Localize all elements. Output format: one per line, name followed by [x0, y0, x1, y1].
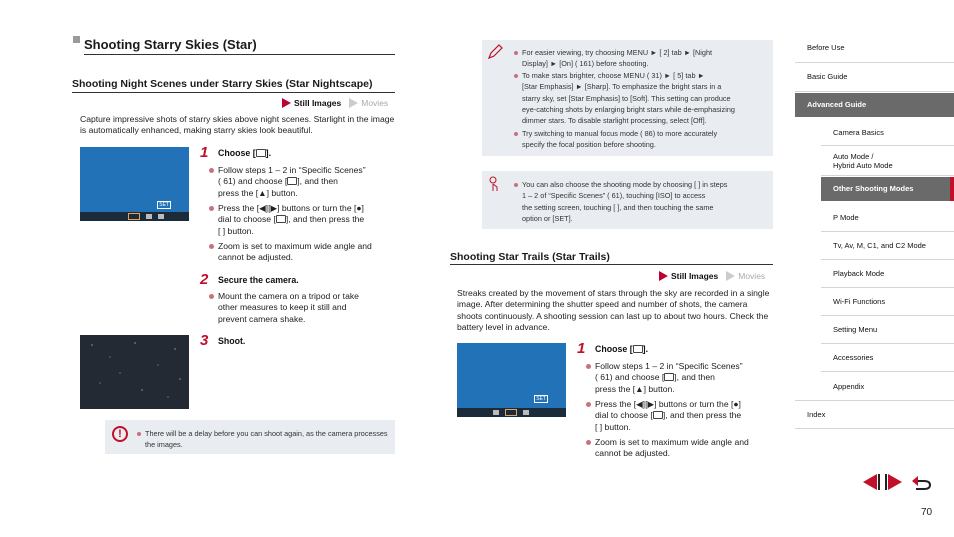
step-bullet: Press the [◀][▶] buttons or turn the [●] dial to choose [ ], and then press the [ ] button.	[595, 399, 775, 433]
camera-screen-star-trails	[457, 343, 566, 417]
pencil-icon	[487, 44, 503, 60]
tip-item: To make stars brighter, choose MENU ( 31) ► [ 5] tab ► [Star Emphasis] ► [Sharp]. To emphasize the bright stars in a starry sky, set [Star Emphasis] to [Soft]. This setting can produce eye-catching shots by enlarging bright stars while de-emphasizing dimmer stars. To disable starlight processing, select [Off].	[522, 70, 768, 126]
star-mode-icon	[287, 177, 297, 185]
touch-icon	[487, 175, 505, 193]
section1-intro: Capture impressive shots of starry skies above night scenes. Starlight in the image is automatically enhanced, making starry skies look beautiful.	[80, 114, 395, 136]
step-bullet: Zoom is set to maximum wide angle and cannot be adjusted.	[218, 241, 398, 264]
sidebar-sub-setting-menu[interactable]: Setting Menu	[833, 325, 878, 334]
sidebar-sub-p-mode[interactable]: P Mode	[833, 213, 859, 222]
sidebar-sub-wifi-functions[interactable]: Wi-Fi Functions	[833, 297, 886, 306]
sidebar-sub-auto-mode[interactable]: Auto Mode / Hybrid Auto Mode	[833, 152, 893, 170]
still-images-icon	[282, 98, 291, 108]
step-number: 3	[200, 332, 209, 349]
caution-icon: !	[112, 426, 128, 442]
sidebar-item-before-use[interactable]: Before Use	[807, 43, 845, 52]
star-mode-icon	[664, 373, 674, 381]
step-bullet: Press the [◀][▶] buttons or turn the [●] dial to choose [ ], and then press the [ ] button.	[218, 203, 398, 237]
sidebar-item-advanced-guide[interactable]: Advanced Guide	[807, 100, 867, 109]
set-label: SET	[159, 202, 169, 208]
section2-rule	[450, 264, 773, 265]
stars-image	[80, 335, 189, 409]
section1-mode-indicator: Still Images Movies	[282, 98, 388, 108]
tip-item: Try switching to manual focus mode ( 86) to more accurately specify the focal position before shooting.	[522, 128, 768, 151]
step-number: 1	[577, 340, 586, 357]
tip-item: For easier viewing, try choosing MENU ► [ 2] tab ► [Night Display] ► [On] ( 161) before shooting.	[522, 47, 768, 70]
caution-box	[105, 420, 395, 454]
tip-item: You can also choose the shooting mode by choosing [ ] in steps 1 – 2 of “Specific Scenes” ( 61), touching [ISO] to access the setting screen, touching [ ], and then touching the same option or [SET].	[522, 179, 768, 224]
mode-icon	[158, 214, 164, 219]
mode-icon	[146, 214, 152, 219]
sidebar-sub-accessories[interactable]: Accessories	[833, 353, 874, 362]
night-sky-photo	[80, 335, 189, 409]
section2-intro: Streaks created by the movement of stars through the sky are recorded in a single image. After determining the shutter speed and number of shots, the camera shoots continuously. A shooting session can last up to about two hours. Check the battery level in advance.	[457, 288, 770, 332]
step-bullet: Follow steps 1 – 2 in “Specific Scenes” ( 61) and choose [ ], and then press the [▲] button.	[218, 165, 398, 199]
section2-heading: Shooting Star Trails (Star Trails)	[450, 251, 610, 263]
step-title: Choose [ ].	[218, 148, 272, 158]
sidebar-sub-camera-basics[interactable]: Camera Basics	[833, 128, 884, 137]
star-nightscape-icon	[276, 215, 286, 223]
step-number: 1	[200, 144, 209, 161]
selected-mode-icon	[505, 409, 517, 416]
sidebar-sub-other-shooting-modes[interactable]: Other Shooting Modes	[833, 184, 914, 193]
camera-screen-star-nightscape	[80, 147, 189, 221]
mode-icon	[493, 410, 499, 415]
mode-icon	[523, 410, 529, 415]
set-label: SET	[536, 396, 546, 402]
still-images-icon	[659, 271, 668, 281]
movies-icon	[349, 98, 358, 108]
page-title: Shooting Starry Skies (Star)	[84, 37, 257, 52]
title-marker	[73, 36, 80, 43]
title-rule	[84, 54, 395, 55]
sidebar-item-index[interactable]: Index	[807, 410, 826, 419]
section1-heading: Shooting Night Scenes under Starry Skies (Star Nightscape)	[72, 78, 373, 90]
selected-mode-icon	[128, 213, 140, 220]
caution-text: There will be a delay before you can shoot again, as the camera processes the images.	[145, 428, 390, 451]
sidebar-sub-appendix[interactable]: Appendix	[833, 382, 865, 391]
movies-icon	[726, 271, 735, 281]
sidebar-item-basic-guide[interactable]: Basic Guide	[807, 72, 848, 81]
star-mode-icon	[256, 149, 266, 157]
step-number: 2	[200, 271, 209, 288]
step-bullet: Follow steps 1 – 2 in “Specific Scenes” ( 61) and choose [ ], and then press the [▲] button.	[595, 361, 775, 395]
step-bullet: Zoom is set to maximum wide angle and cannot be adjusted.	[595, 437, 775, 460]
return-icon[interactable]	[910, 472, 934, 492]
previous-page-icon[interactable]	[859, 472, 881, 492]
section2-mode-indicator: Still Images Movies	[659, 271, 765, 281]
section1-rule	[72, 92, 395, 93]
star-trails-icon	[633, 345, 643, 353]
step-title: Choose [ ].	[595, 344, 649, 354]
step-title: Shoot.	[218, 336, 246, 346]
star-trails-icon	[653, 411, 663, 419]
sidebar-sub-tv-av-m[interactable]: Tv, Av, M, C1, and C2 Mode	[833, 241, 926, 250]
next-page-icon[interactable]	[884, 472, 906, 492]
step-title: Secure the camera.	[218, 275, 299, 285]
tips-box	[482, 40, 773, 156]
page-number: 70	[921, 507, 933, 518]
sidebar-sub-playback-mode[interactable]: Playback Mode	[833, 269, 885, 278]
touch-tips-box	[482, 171, 773, 229]
step-bullet: Mount the camera on a tripod or take other measures to keep it still and prevent camera shake.	[218, 291, 398, 325]
sidebar-active-marker	[950, 177, 954, 201]
